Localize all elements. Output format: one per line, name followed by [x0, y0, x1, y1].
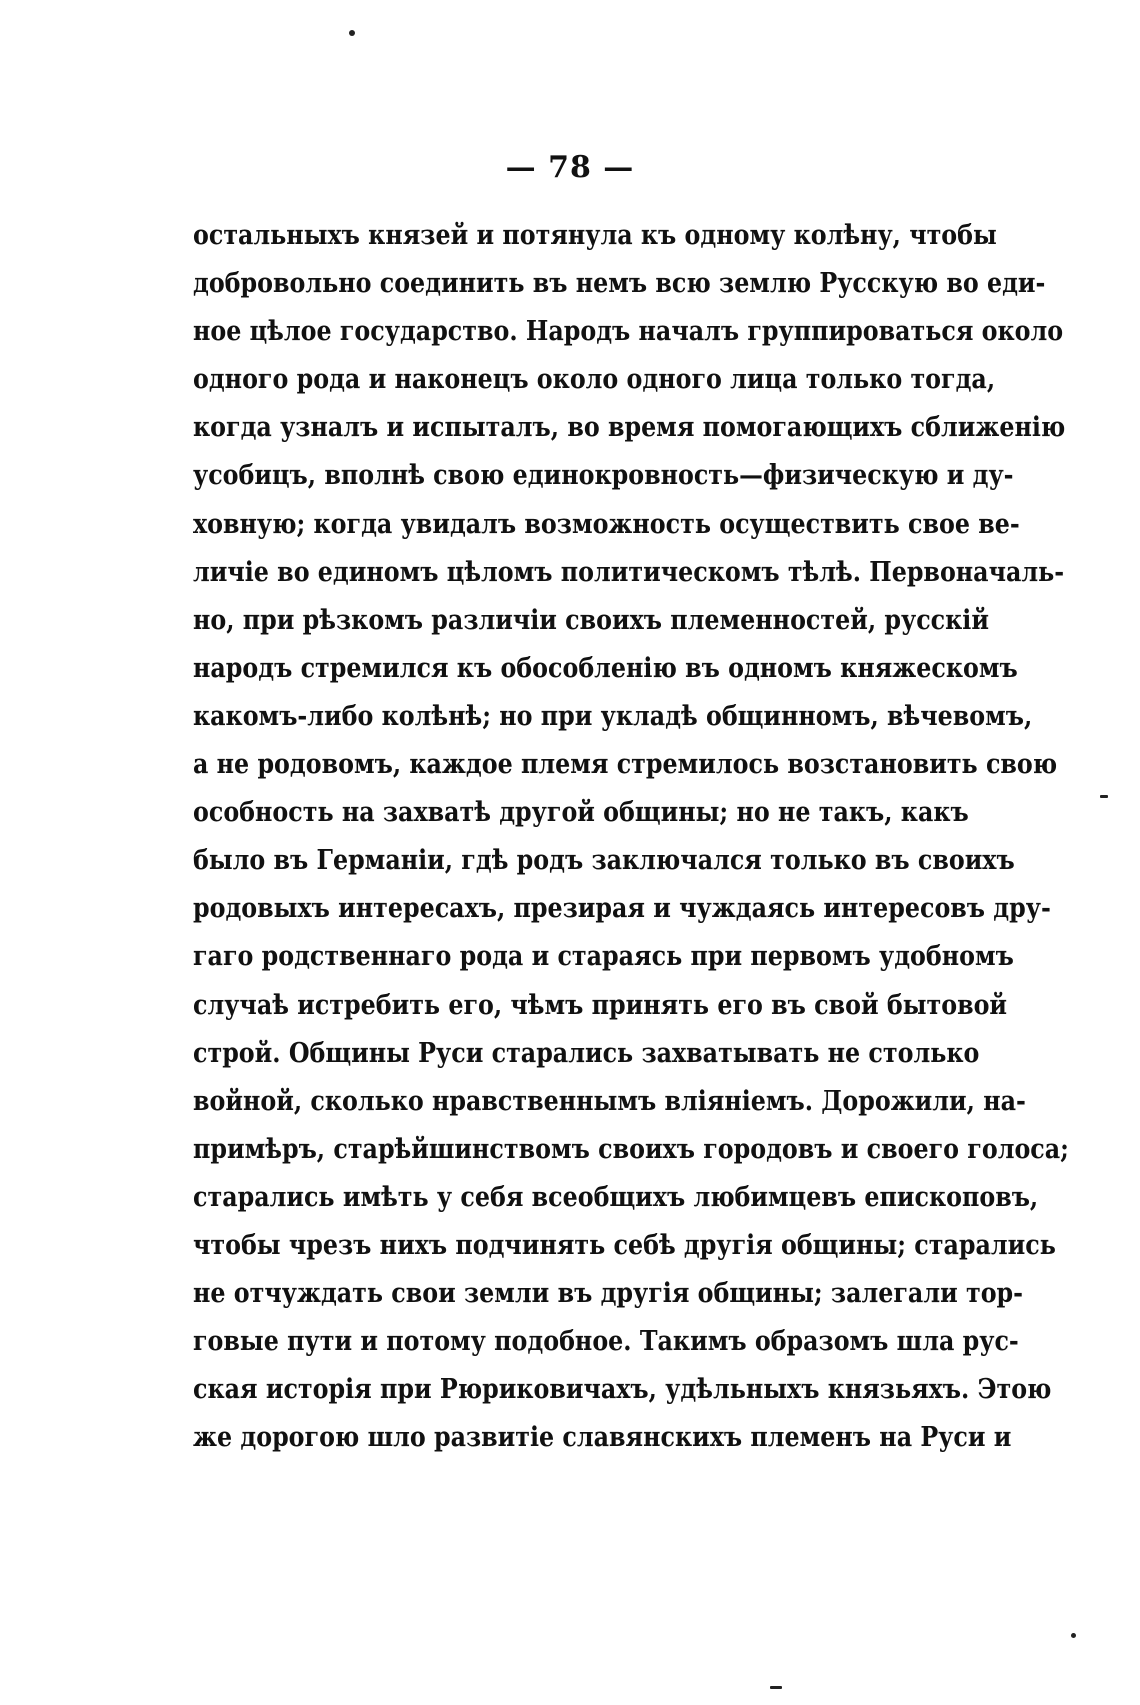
scan-speck	[349, 30, 355, 36]
text-line: старались имѣть у себя всеобщихъ любимцевъ епископовъ,	[193, 1181, 1039, 1213]
text-line: когда узналъ и испыталъ, во время помогающихъ сближенію	[193, 412, 1066, 444]
text-line: родовыхъ интересахъ, презирая и чуждаясь интересовъ дру-	[193, 893, 1051, 925]
text-line: ное цѣлое государство. Народъ началъ группироваться около	[193, 316, 1064, 348]
text-line: войной, сколько нравственнымъ вліяніемъ. Дорожили, на-	[193, 1085, 1026, 1117]
text-line: чтобы чрезъ нихъ подчинять себѣ другія общины; старались	[193, 1229, 1056, 1261]
text-line: случаѣ истребить его, чѣмъ принять его въ свой бытовой	[193, 989, 1008, 1021]
text-line: примѣръ, старѣйшинствомъ своихъ городовъ и своего голоса;	[193, 1133, 1069, 1165]
text-line: говые пути и потому подобное. Такимъ образомъ шла рус-	[193, 1326, 1019, 1358]
text-line: строй. Общины Руси старались захватывать не столько	[193, 1037, 980, 1069]
page-number: — 78 —	[505, 150, 635, 185]
text-line: но, при рѣзкомъ различіи своихъ племенностей, русскій	[193, 604, 989, 636]
scan-speck	[1100, 795, 1108, 798]
text-line: личіе во единомъ цѣломъ политическомъ тѣлѣ. Первоначаль-	[193, 556, 1065, 588]
text-line: особность на захватѣ другой общины; но не такъ, какъ	[193, 797, 969, 829]
text-line: остальныхъ князей и потянула къ одному колѣну, чтобы	[193, 220, 997, 251]
scan-speck	[770, 1686, 782, 1689]
text-line: какомъ-либо колѣнѣ; но при укладѣ общинномъ, вѣчевомъ,	[193, 700, 1033, 732]
text-line: одного рода и наконецъ около одного лица только тогда,	[193, 364, 996, 396]
text-line: народъ стремился къ обособленію въ одномъ княжескомъ	[193, 652, 1018, 684]
text-line: было въ Германіи, гдѣ родъ заключался только въ своихъ	[193, 845, 1015, 877]
text-line: усобицъ, вполнѣ свою единокровность—физическую и ду-	[193, 460, 1014, 492]
page-body-text	[193, 212, 1069, 1462]
text-line: а не родовомъ, каждое племя стремилось возстановить свою	[193, 749, 1058, 781]
text-line: ская исторія при Рюриковичахъ, удѣльныхъ князьяхъ. Этою	[193, 1374, 1052, 1406]
scan-speck	[1071, 1633, 1076, 1638]
text-line: ховную; когда увидалъ возможность осуществить свое ве-	[193, 508, 1020, 540]
text-line: же дорогою шло развитіе славянскихъ племенъ на Руси и	[193, 1422, 1012, 1454]
text-line: добровольно соединить въ немъ всю землю Русскую во еди-	[193, 268, 1046, 300]
text-line: гаго родственнаго рода и стараясь при первомъ удобномъ	[193, 941, 1014, 973]
text-line: не отчуждать свои земли въ другія общины; залегали тор-	[193, 1278, 1024, 1310]
